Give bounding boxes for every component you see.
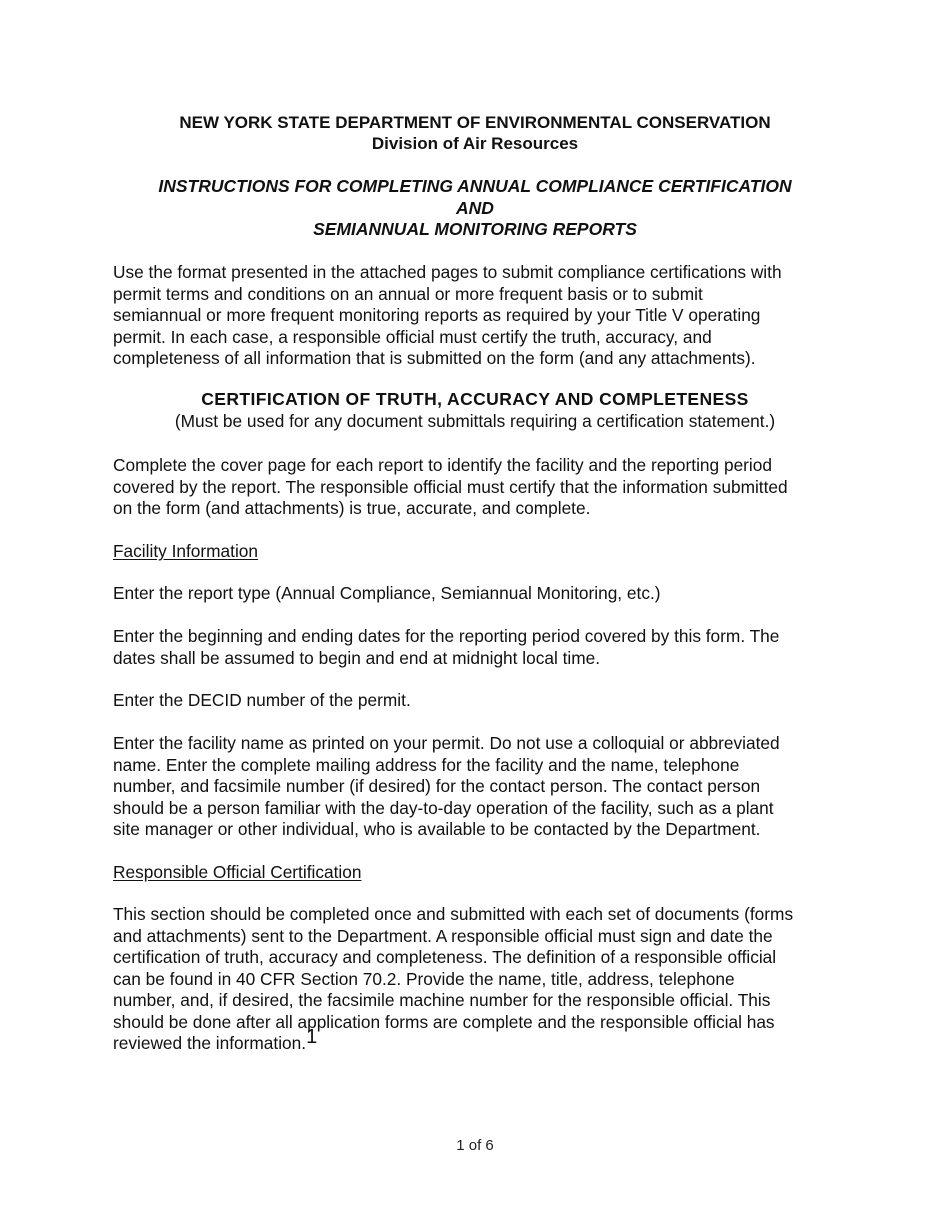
certification-subheading: (Must be used for any document submittals requiring a certification statement.)	[174, 411, 776, 431]
responsible-official-text: This section should be completed once and submitted with each set of documents (forms and attachments) sent to the Department. A responsible official must sign and date the certification of truth, accuracy and completeness. The definition of a responsible official can be found in 40 CFR Section 70.2. Provide the name, title, address, telephone number, and, if desired, the facsimile machine number for the responsible official. This should be done after all application forms are complete and the responsible official has reviewed the information.	[113, 904, 794, 1053]
document-title-line-2: AND	[456, 197, 494, 218]
responsible-official-heading: Responsible Official Certification	[113, 862, 362, 882]
agency-name: NEW YORK STATE DEPARTMENT OF ENVIRONMENTAL CONSERVATION	[179, 113, 771, 132]
intro-paragraph: Use the format presented in the attached pages to submit compliance certifications with permit terms and conditions on an annual or more frequent basis or to submit semiannual or more frequent monitoring reports as required by your Title V operating permit. In each case, a responsible official must certify the truth, accuracy, and completeness of all information that is submitted on the form (and any attachments).	[113, 262, 782, 368]
document-title-line-1: INSTRUCTIONS FOR COMPLETING ANNUAL COMPLIANCE CERTIFICATION	[158, 176, 792, 196]
certification-heading: CERTIFICATION OF TRUTH, ACCURACY AND COMPLETENESS	[201, 389, 749, 409]
responsible-official-paragraph	[113, 904, 848, 1055]
facility-name-instruction: Enter the facility name as printed on your permit. Do not use a colloquial or abbreviated name. Enter the complete mailing address for the facility and the name, telephone number, and facsimile number (if desired) for the contact person. The contact person should be a person familiar with the day-to-day operation of the facility, such as a plant site manager or other individual, who is available to be contacted by the Department.	[113, 733, 780, 839]
reporting-dates-instruction: Enter the beginning and ending dates for the reporting period covered by this form. The dates shall be assumed to begin and end at midnight local time.	[113, 626, 780, 668]
footnote-marker: 1	[306, 1026, 318, 1048]
division-name: Division of Air Resources	[371, 134, 579, 153]
facility-information-heading: Facility Information	[113, 541, 259, 561]
certification-paragraph: Complete the cover page for each report to identify the facility and the reporting period covered by the report. The responsible official must certify that the information submitted on the form (and attachments) is true, accurate, and complete.	[113, 455, 788, 518]
document-title-line-3: SEMIANNUAL MONITORING REPORTS	[313, 219, 637, 239]
report-type-instruction: Enter the report type (Annual Compliance, Semiannual Monitoring, etc.)	[113, 583, 661, 603]
decid-instruction: Enter the DECID number of the permit.	[113, 690, 411, 710]
page-number: 1 of 6	[456, 1137, 494, 1154]
